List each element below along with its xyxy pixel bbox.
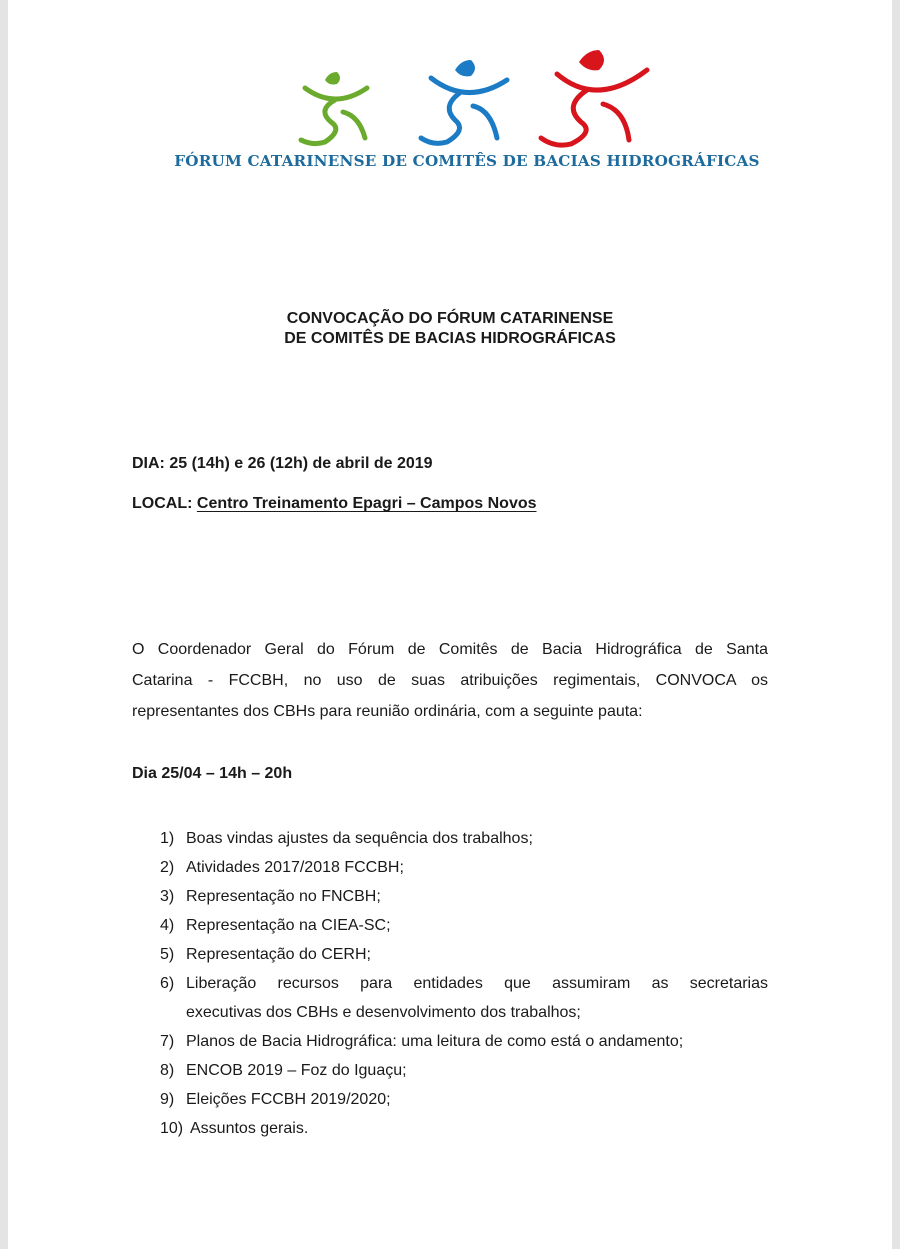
- location-label: LOCAL:: [132, 495, 193, 512]
- agenda-item: [160, 824, 768, 853]
- agenda-item-text: Representação na CIEA-SC;: [186, 917, 391, 934]
- agenda-item: [160, 969, 768, 1027]
- agenda-item: [160, 1085, 768, 1114]
- date-value: 25 (14h) e 26 (12h) de abril de 2019: [169, 455, 433, 472]
- agenda-item-text: ENCOB 2019 – Foz do Iguaçu;: [186, 1062, 407, 1079]
- agenda-item: [160, 911, 768, 940]
- agenda-item-text: Representação no FNCBH;: [186, 888, 381, 905]
- red-figure-icon: [541, 50, 647, 145]
- agenda-item: [160, 940, 768, 969]
- location-value: Centro Treinamento Epagri – Campos Novos: [196, 495, 537, 512]
- paragraph-line: Catarina - FCCBH, no uso de suas atribuições regimentais, CONVOCA os: [132, 672, 768, 689]
- agenda-item-number: 3): [160, 888, 175, 905]
- agenda-item: [160, 1056, 768, 1085]
- organization-name: FÓRUM CATARINENSE DE COMITÊS DE BACIAS HIDROGRÁFICAS: [174, 152, 760, 170]
- agenda-item-number: 4): [160, 917, 175, 934]
- agenda-item: [160, 853, 768, 882]
- agenda-item-number: 10): [160, 1120, 184, 1137]
- agenda-item: [160, 1027, 768, 1056]
- three-human-figures-logo-icon: [295, 48, 655, 148]
- agenda-item-text: Planos de Bacia Hidrográfica: uma leitura de como está o andamento;: [186, 1033, 684, 1050]
- blue-figure-icon: [421, 60, 507, 143]
- agenda-item-number: 7): [160, 1033, 175, 1050]
- paragraph-line: O Coordenador Geral do Fórum de Comitês de Bacia Hidrográfica de Santa: [132, 641, 768, 658]
- title-line-1: CONVOCAÇÃO DO FÓRUM CATARINENSE: [286, 310, 614, 327]
- agenda-item-number: 9): [160, 1091, 175, 1108]
- paragraph-line: representantes dos CBHs para reunião ordinária, com a seguinte pauta:: [132, 703, 643, 720]
- agenda-item-text: Assuntos gerais.: [190, 1120, 309, 1137]
- agenda-item-text: Atividades 2017/2018 FCCBH;: [186, 859, 404, 876]
- green-figure-icon: [301, 72, 367, 144]
- agenda-item-text: [186, 969, 768, 1027]
- agenda-list: [160, 824, 768, 1143]
- convocation-paragraph: [132, 634, 768, 727]
- agenda-item-text: Representação do CERH;: [186, 946, 371, 963]
- agenda-item-number: 6): [160, 975, 175, 992]
- agenda-item-number: 5): [160, 946, 175, 963]
- agenda-item-text: Boas vindas ajustes da sequência dos trabalhos;: [186, 830, 533, 847]
- agenda-item-text-line-1: Liberação recursos para entidades que assumiram as secretarias: [186, 975, 768, 992]
- agenda-item-number: 8): [160, 1062, 175, 1079]
- page-title: [0, 309, 900, 349]
- agenda-item: [160, 1114, 768, 1143]
- date-line: [132, 455, 433, 473]
- title-line-2: DE COMITÊS DE BACIAS HIDROGRÁFICAS: [284, 330, 616, 347]
- agenda-item-text-line-2: executivas dos CBHs e desenvolvimento dos trabalhos;: [186, 1004, 581, 1021]
- location-line: [132, 495, 537, 513]
- day-heading: Dia 25/04 – 14h – 20h: [132, 765, 293, 782]
- date-label: DIA:: [132, 455, 165, 472]
- logo-graphic: [295, 48, 655, 148]
- agenda-item-number: 2): [160, 859, 175, 876]
- agenda-item: [160, 882, 768, 911]
- agenda-item-text: Eleições FCCBH 2019/2020;: [186, 1091, 391, 1108]
- agenda-item-number: 1): [160, 830, 175, 847]
